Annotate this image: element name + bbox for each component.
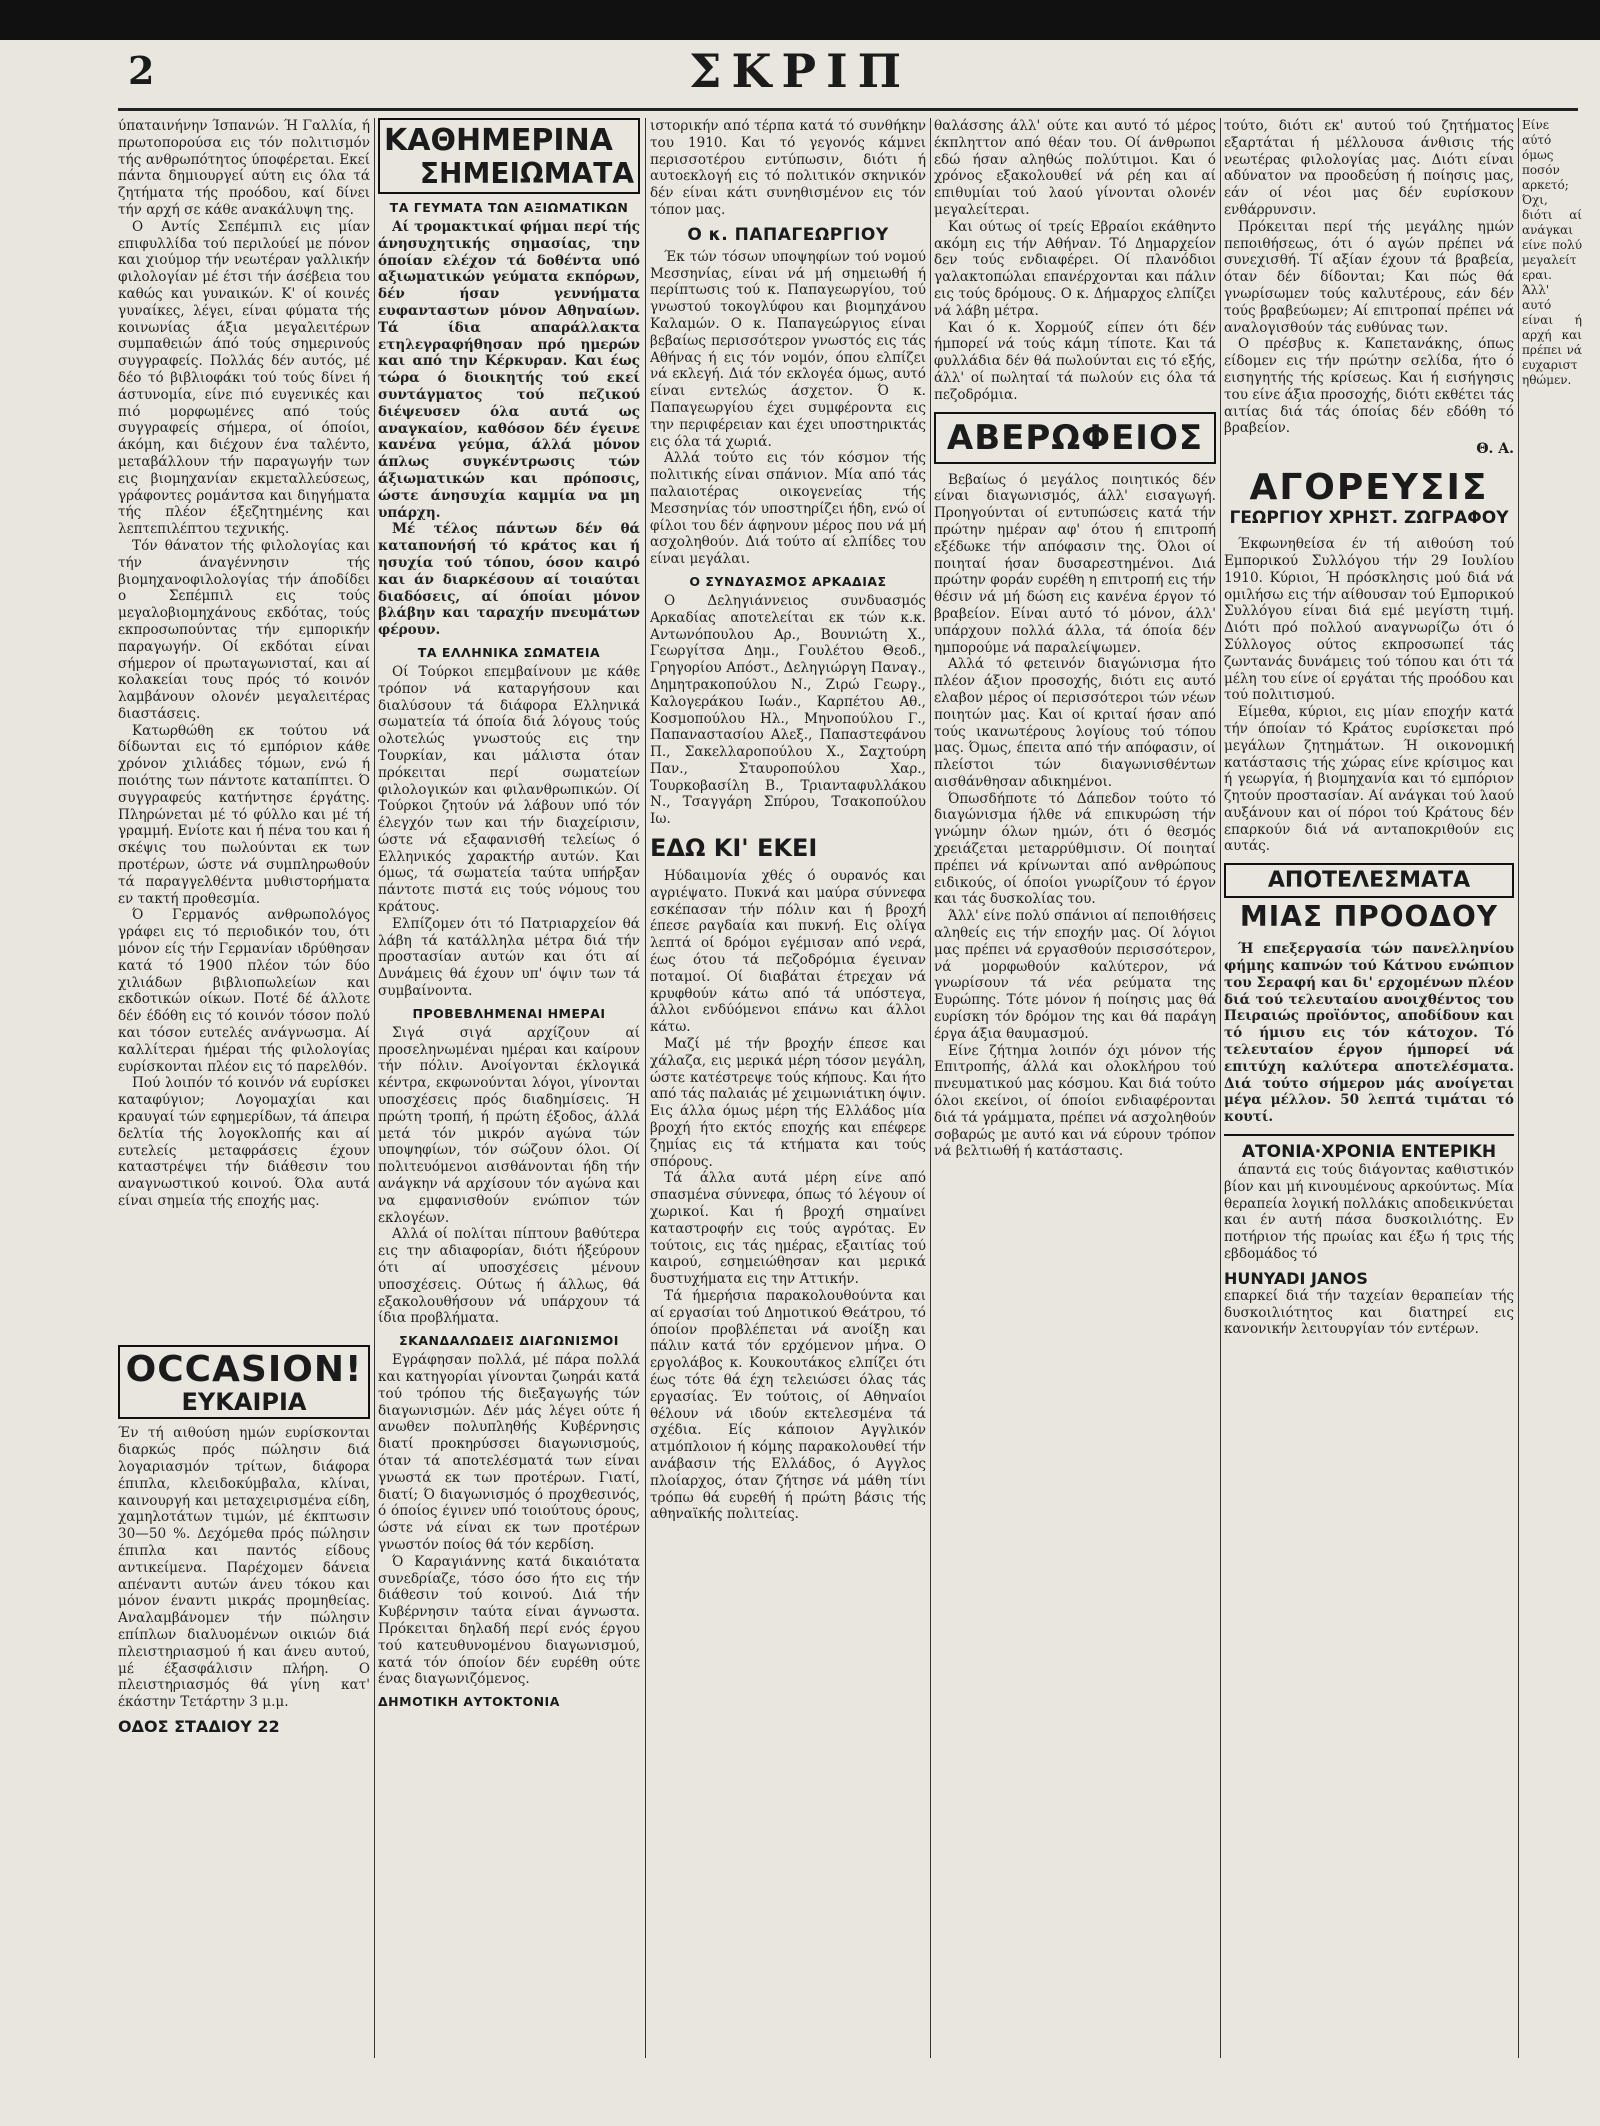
article-paragraph: θαλάσσης άλλ' ούτε και αυτό τό μέρος έκπληττον από θέαν του. Οί άνθρωποι εδώ ήσαν αληθώς πολύτιμοι. Και ό χρόνος εξακολουθεί νά ρέη και αί επιθυμίαι τού λαού γίνονται ολονέν μεγαλείτεραι. [934,118,1216,218]
column-divider [645,118,646,2058]
article-paragraph: Ο Δεληγιάννειος συνδυασμός Αρκαδίας αποτελείται εκ τών κ.κ. Αντωνόπουλου Αρ., Βουνιώτη Χ., Γεωργίτσα Δημ., Γουλέτου Θεοδ., Γρηγορίου Απόστ., Δεληγιώργη Παναγ., Δημητρακοπούλου Ν., Ζιρώ Γεωργ., Καλογεράκου Ιωάν., Καρπέτου Αθ., Κοσμοπούλου Ηλ., Μηνοπούλου Γ., Παπαναστασίου Αλεξ., Παπαστεφάνου Π., Σακελλαροπούλου Χ., Σαχτούρη Παν., Σταυροπούλου Χαρ., Τουρκοβασίλη Β., Τριανταφυλλάκου Ν., Τσαγγάρη Σπύρου, Τσακοπούλου Ιω. [650,592,926,828]
page-number: 2 [128,48,155,93]
section-title-edo-ki-ekei: ΕΔΩ ΚΙ' ΕΚΕΙ [650,834,818,863]
article-paragraph: Βεβαίως ό μεγάλος ποιητικός δέν είναι διαγωνισμός, άλλ' εισαγωγή. Προηγούνται οί εντυπώσεις κατά τήν πρώτην ημέραν αφ' ότου ή επιτροπή εξέδωκε τήν απόφασιν της. Όλοι οί ποιηταί ήσαν δυσαρεστημένοι. Διά πρώτην φοράν ευρέθη η επιτροπή εις τήν θέσιν νά μή δώση εις κανένα έργον τό βραβείον. Είναι αυτό τό μόνον, άλλ' υπάρχουν πολλά άλλα, τά όποία δέν ημπορούμε νά παραλείψωμεν. [934,471,1216,656]
column-6-edge [1522,118,1582,2058]
subheading: ΣΚΑΝΔΑΛΩΔΕΙΣ ΔΙΑΓΩΝΙΣΜΟΙ [399,1333,619,1349]
section-title-kathimerina: ΚΑΘΗΜΕΡΙΝΑ [384,123,613,158]
advertisement-box [118,1345,370,1419]
subheading: ΤΑ ΕΛΛΗΝΙΚΑ ΣΩΜΑΤΕΙΑ [417,644,601,660]
column-divider [374,118,375,2058]
subheading: ΤΑ ΓΕΥΜΑΤΑ ΤΩΝ ΑΞΙΩΜΑΤΙΚΩΝ [389,200,629,215]
advertisement-text: Ή επεξεργασία τών πανελληνίου φήμης καπνών τού Κάτνου ενώπιον του Σεραφή και δι' ερχομένων πλέον διά τού τελευταίου ανοιχθέντος του Πειραιώς προϊόντος, αποδίδουν και τό ήμισυ εις τόν κάτοχον. Τό τελευταίον έργον ήμπορεί νά επιτύχη καλύτερα αποτελέσματα. Διά τούτο σήμερον μάς ανοίγεται μέγα μέλλον. 50 λεπτά τιμάται τό κουτί. [1224,941,1514,1126]
article-paragraph: Ό Καραγιάννης κατά δικαιότατα συνεδρίαζε, τόσο όσο ήτο εις τήν διάθεσιν τού κοινού. Διά τήν Κυβέρνησιν ταύτα είναι άγνωστα. Πρόκειται δηλαδή περί ενός έργου τού κατευθυνομένου διαγωνισμού, κατά τόν όποίον δέν ευρέθη ούτε ένας διαγωνιζόμενος. [378,1553,640,1688]
column-divider [1220,118,1221,2058]
article-paragraph: Όπωσδήποτε τό Δάπεδον τούτο τό διαγώνισμα ήλθε νά επικυρώση τήν γνώμην όλων ημών, ότι ό θεσμός χρειάζεται μεταρρύθμισιν. Οί ποιηταί πρέπει νά κρίνωνται από ανθρώπους ειδικούς, οί όποίοι γνωρίζουν τό έργον και τάς δυσκολίας του. [934,790,1216,908]
article-paragraph: ιστορικήν από τέρπα κατά τό συνθήκην του 1910. Και τό γεγονός κάμνει περισσοτέρου εντύπωσιν, διότι ή αυτοεκλογή εις τό πολιτικόν σκηνικόν δέν είναι κάτι συνηθισμένον εις τόν τόπον μας. [650,118,926,218]
article-paragraph: Κατωρθώθη εκ τούτου νά δίδωνται εις τό εμπόριον κάθε χρόνον χιλιάδες τόμων, ενώ ή ποιότης των πάντοτε καταπίπτει. Ό συγγραφεύς κατήντησε έργάτης. Πληρώνεται μέ τό φύλλο και μέ τή γραμμή. Ενίοτε και ή πένα του και ή σκέψις του πωλούνται εκ των προτέρων, ώστε νά συμπληρωθούν τά παραγγελθέντα μυθιστορήματα εν τακτή προθεσμία. [118,722,370,907]
article-paragraph: Μέ τέλος πάντων δέν θά καταπονήσή τό κράτος και ή ησυχία τού τόπου, όσον καιρό και άν διαρκέσουν αί τοιαύται διαδόσεις, αί όποίαι μόνον βλάβην και ταραχήν πνευμάτων φέρουν. [378,521,640,639]
column-1 [118,118,370,2058]
section-title-mias-proodou: ΜΙΑΣ ΠΡΟΟΔΟΥ [1239,900,1499,934]
article-paragraph: Μαζί μέ τήν βροχήν έπεσε και χάλαζα, εις μερικά μέρη τόσον μεγάλη, ώστε κατέστρεψε τούς κήπους. Και ήτο από τάς παλαιάς μέ χειμωνιάτικη όψιν. Εις άλλα όμως μέρη τής Ελλάδος μία βροχή ήτο εκτός εποχής και επέφερε ζημίας εις τά κτήματα και τούς σπόρους. [650,1036,926,1170]
column-2 [378,118,640,2058]
article-paragraph: Είνε αύτό όμως ποσόν αρκετό; Όχι, διότι αί ανάγκαι είνε πολύ μεγαλείτεραι. Άλλ' αυτό είναι ή αρχή και πρέπει νά ευχαριστηθώμεν. [1522,118,1582,387]
article-signature: Θ. Α. [1476,441,1514,458]
brand-name: HUNYADI JANOS [1224,1268,1368,1288]
header-rule [118,108,1578,111]
article-paragraph: Έκ τών τόσων υποψηφίων τού νομού Μεσσηνίας, είναι νά μή σημειωθή ή περίπτωσις τού κ. Παπαγεωργίου, τού γνωστού τοκογλύφου και βιομηχάνου Καλαμών. Ο κ. Παπαγεώργιος είναι βεβαίως περισσότερον γνωστός εις τάς Αθήνας ή εις τόν νομόν, όπου ελπίζει νά εκλεγή. Διά τόν εκλογέα όμως, αυτό είναι εντελώς άσχετον. Ό κ. Παπαγεωργίου έχει συμφέροντα εις την περιφέρειαν και έχει υποστηρικτάς εις όλα τά χωριά. [650,248,926,450]
article-paragraph: Τόν θάνατον τής φιλολογίας και τήν άναγέννησιν τής βιομηχανοφιλολογίας τήν άποδίδει ο Σεπέμπιλ εις τούς μεγαλοβιομηχάνους εκδότας, τούς εκπροσωπούντας τήν εμπορικήν παραγωγήν. Οί εκδόται είναι σήμερον οί πρωταγωνισταί, και αί κολακείαι τους πρός τό κοινόν λαμβάνουν ολονέν μεγαλειτέρας διαστάσεις. [118,537,370,722]
article-paragraph: Έκφωνηθείσα έν τή αιθούση τού Εμπορικού Συλλόγου τήν 29 Ιουλίου 1910. Κύριοι, Ή πρόσκλησις μού διά νά ομιλήσω εις τήν αίθουσαν τού Εμπορικού Συλλόγου είναι διά εμέ μεγίστη τιμή. Διότι πρό πολλού αναγνωρίζω ότι ό Σύλλογος ούτος εκπροσωπεί τάς ζωντανάς δυνάμεις τού τόπου και ότι τά μέλη του είνε οί εργάται τής προόδου και τού πολιτισμού. [1224,536,1514,704]
advertisement-text: επαρκεί διά τήν ταχείαν θεραπείαν τής δυσκοιλιότητος και διατηρεί εις κανονικήν λειτουργίαν τόν εντέρων. [1224,1287,1514,1338]
section-title-averofeios: ΑΒΕΡΩΦΕΙΟΣ [934,412,1216,464]
article-paragraph: Ηύδαιμονία χθές ό ουρανός και αγριέψατο. Πυκνά και μαύρα σύννεφα εσκέπασαν τήν πόλιν και ή βροχή έπεσε ραγδαία και πυκνή. Εις ολίγα λεπτά οί δρόμοι εγέμισαν από νερά, έως ότου τά πεζοδρόμια έγειναν ποταμοί. Οί διαβάται έτρεχαν νά κρυφθούν κάτω από τά υπόστεγα, άλλοι ενδύόμενοι επάνω και άλλοι κάτω. [650,868,926,1036]
column-5 [1224,118,1514,2058]
subheading: Ο κ. ΠΑΠΑΓΕΩΡΓΙΟΥ [687,224,889,245]
occasion-title: OCCASION! [125,1349,363,1391]
top-black-bar [0,0,1600,40]
article-paragraph: Πρόκειται περί τής μεγάλης ημών πεποιθήσεως, ότι ό αγών πρέπει νά συνεχισθή. Τί αξίαν έχουν τά βραβεία, όταν δέν δίδονται; Και πώς θά γνωρίσωμεν τούς καλυτέρους, εάν δέν τούς βραβεύωμεν; Αί επιτροπαί πρέπει νά αναλογισθούν τάς ευθύνας των. [1224,218,1514,336]
article-paragraph: Ο Αντίς Σεπέμπιλ εις μίαν επιφυλλίδα τού περιλούεί με πόνον και χιούμορ τήν νεωτέραν γαλλικήν φιλολογίαν μέ έτσι τήν άσέβεια του καθώς και γυναικών. Κ' οί κοινές γυναίκες, λέγει, είναι φύματα τής κοινωνίας άξια μεγαλειτέρων συμπαθειών άπό τούς σημερινούς συγγραφείς. Πολλάς δέν αυτός, μέ δέο τό βιβλιοφάκι τού τούς δίνει ή άστυνομία, είνε πιό ευγενικές και πιό μορφωμένες από τούς συγγραφείς σήμερα, οί όποίοι, άκόμη, και διέχουν ένα ταλέντο, μεταβάλλουν τήν παραγωγήν των εις βιομηχανίαν εκμεταλλεύσεως, γράφοντες ρομάντσα και διηγήματα τής πλέον έξεζητημένης και λεπτεπιλέπτου τεχνικής. [118,218,370,538]
speaker-name: ΓΕΩΡΓΙΟΥ ΧΡΗΣΤ. ΖΩΓΡΑΦΟΥ [1229,508,1509,529]
article-paragraph: Τά άλλα αυτά μέρη είνε από σπασμένα σύννεφα, όπως τό λέγουν οί χωρικοί. Και ή βροχή σημαίνει καταστροφήν εις τούς αγρότας. Εν τούτοις, εις τάς ημέρας, εξαιτίας τού καιρού, εσημειώθησαν και μερικά δυστυχήματα εις την Αττικήν. [650,1170,926,1288]
article-paragraph: Εγράφησαν πολλά, μέ πάρα πολλά και κατηγορίαι γίνονται ζωηράι κατά τού τρόπου τής διεξαγωγής τών διαγωνισμών. Δέν μάς λέγει ούτε ή ανωθεν πολυπληθής Κυβέρνησις διατί προκηρύσσει διαγωνισμούς, όταν τά αποτελέσματά των είναι γνωστά εκ των προτέρων. Γιατί, διατί; Ό διαγωνισμός ό προχθεσινός, ό όποίος έγινεν υπό τοιούτους όρους, ώστε νά είναι εκ των προτέρων γνωστόν ποίος θά τόν κερδίση. [378,1352,640,1553]
article-paragraph: Είμεθα, κύριοι, εις μίαν εποχήν κατά τήν όποίαν τό Κράτος ευρίσκεται πρό μεγάλων ζητημάτων. Ή οικονομική κατάστασις τής χώρας είνε κρίσιμος και ή γεωργία, ή βιομηχανία και τό εμπόριον ζητούν προστασίαν. Αί ανάγκαι τού λαού αυξάνουν και οί πόροι τού Κράτους δέν επαρκούν διά νά ανταποκριθούν εις αυτάς. [1224,704,1514,855]
article-paragraph: Τά ήμερήσια παρακολουθούντα και αί εργασίαι τού Δημοτικού Θεάτρου, τό όποίον προβλέπεται νά ανοίξη και πάλιν κατά τόν ερχόμενον μήνα. Ο εργολάβος κ. Κουκουτάκος ελπίζει ότι έως τότε θά έχη τελειώσει όλας τάς εργασίας. Έν τούτοις, οί Αθηναίοι θέλουν νά ιδούν εκτελεσμένα τά σχέδια. Είς κάποιον Αγγλικόν ατμόπλοιον ή κόμης παρακολουθεί τήν ανάβασιν τής Ελλάδος, ό Αγγλος πλοίαρχος, όταν ζήτησε νά μάθη τίνι τρόπω θά ευρεθή ή πρώτη βάσις τής αθηναϊκής πολιτείας. [650,1288,926,1523]
section-title-box [378,118,640,194]
section-title-apotelesmata: ΑΠΟΤΕΛΕΣΜΑΤΑ [1224,863,1514,898]
section-title-simeiomata: ΣΗΜΕΙΩΜΑΤΑ [419,157,634,190]
column-divider [930,118,931,2058]
article-paragraph: Αλλά οί πολίται πίπτουν βαθύτερα εις την αδιαφορίαν, διότι ήξεύρουν ότι αί υποσχέσεις μένουν υποσχέσεις. Ούτως ή άλλως, θά εξακολουθήσουν νά υπάρχουν τά ίδια προβλήματα. [378,1226,640,1327]
column-divider [1518,118,1519,2058]
section-title-agoreusis: ΑΓΟΡΕΥΣΙΣ [1249,467,1489,509]
article-paragraph: Και ούτως οί τρείς Εβραίοι εκάθηντο ακόμη εις τήν Αθήναν. Τό Δημαρχείον δεν τούς ενδιαφέρει. Οί πλανόδιοι γαλακτοπώλαι επανέρχονται και πάλιν εις τούς δρόμους. Ο κ. Δήμαρχος ελπίζει νά λάβη μέτρα. [934,218,1216,319]
article-paragraph: Ό Γερμανός ανθρωπολόγος γράφει εις τό περιοδικόν του, ότι μόνον είς τήν Γερμανίαν ιδρύθησαν κατά τό 1900 πλέον τών δύο χιλιάδων βιβλιοπωλείων και εκδοτικών οίκων. Ποτέ δέ άλλοτε δέν έδόθη εις τό κοινόν τόσον πολύ και τόσον ευτελές ανάγνωσμα. Αί καλλίτεραι ήμέραι τής φιλολογίας ευρίσκονται πλέον εις τό παρελθόν. [118,907,370,1075]
advertisement-address: ΟΔΟΣ ΣΤΑΔΙΟΥ 22 [118,1716,280,1736]
article-paragraph: Οί Τούρκοι επεμβαίνουν με κάθε τρόπον νά καταργήσουν και διαλύσουν τά διάφορα Ελληνικά σωματεία τά όποία διά λόγους τούς ολοτελώς γνωστούς εις την Τουρκίαν, και μάλιστα όταν πρόκειται περί σωματείων φιλολογικών και φιλανθρωπικών. Οί Τούρκοι ζητούν νά λάβουν υπό τόν έλεγχόν των και τήν διαχείρισιν, ώστε νά εξαφανισθή τελείως ό Ελληνικός χαρακτήρ αυτών. Και όμως, τά σωματεία ταύτα υπήρξαν πάντοτε πιστά εις τούς νόμους του κράτους. [378,663,640,916]
article-paragraph: Αλλά τό φετεινόν διαγώνισμα ήτο πλέον άξιον προσοχής, διότι εις αυτό ελαβον μέρος οί περισσότεροι τών νέων ποιητών μας. Και οί κριταί ήσαν από τούς ικανωτέρους λογίους τού τόπου μας. Όμως, έπειτα από τήν απόφασιν, οί πλείστοι τών διαγωνισθέντων αισθάνθησαν αδικημένοι. [934,656,1216,790]
section-title-atonia: ΑΤΟΝΙΑ·ΧΡΟΝΙΑ ΕΝΤΕΡΙΚΗ [1224,1134,1514,1162]
page-header [0,40,1600,108]
masthead-title: ΣΚΡΙΠ [688,44,912,98]
article-paragraph: ύπαταινήνην Ίσπανών. Ή Γαλλία, ή πρωτοπορούσα εις τόν πολιτισμόν τής ανθρωπότητος ύποφέρεται. Εκεί πάντα δημιουργεί αύτη εις όλα τά ζητήματα τής προόδου, καί δίνει τήν αρχή σε κάθε ανακάλυψη της. [118,118,370,218]
article-paragraph: Αλλά τούτο εις τόν κόσμον τής πολιτικής είναι σπάνιον. Μία από τάς παλαιοτέρας οικογενείας τής Μεσσηνίας τόν υποστηρίζει ήδη, ενώ οί φίλοι του δέν άφηνουν μέρος που νά μή ασχοληθούν. Διά τούτο αί ελπίδες του είναι μεγάλαι. [650,450,926,568]
article-paragraph: Πού λοιπόν τό κοινόν νά ευρίσκει καταφύγιον; Λογομαχίαι και κραυγαί τών εφημερίδων, τά άπειρα δελτία τής λογοκλοπής και αί ευτελείς μεταφράσεις έχουν καταστρέψει τήν διάθεσιν του αναγνωστικού κοινού. Όλα αυτά είναι σημεία τής εποχής μας. [118,1075,370,1209]
subheading: ΔΗΜΟΤΙΚΗ ΑΥΤΟΚΤΟΝΙΑ [378,1694,560,1710]
article-paragraph: Άλλ' είνε πολύ σπάνιοι αί πεποιθήσεις αληθείς εις τήν εποχήν μας. Οί λόγιοι μας πρέπει νά εργασθούν περισσότερον, νά μορφωθούν καλύτερον, νά γνωρίσουν τά νέα ρεύματα της Ευρώπης. Τότε μόνον ή ποίησις μας θά ευρίσκη τόν δρόμον της και θά παράγη έργα άξια θαυμασμού. [934,908,1216,1042]
article-paragraph: Είνε ζήτημα λοιπόν όχι μόνον τής Επιτροπής, άλλά και ολοκλήρου τού πνευματικού μας κόσμου. Και διά τούτο όλοι εκείνοι, οί όποίοι ενδιαφέρονται διά τά γράμματα, πρέπει νά ασχοληθούν σοβαρώς με αυτό και νά εύρουν τρόπον νά βελτιωθή ή κατάστασις. [934,1042,1216,1160]
subheading: ΠΡΟΒΕΒΛΗΜΕΝΑΙ ΗΜΕΡΑΙ [412,1005,606,1021]
advertisement-text: Έν τή αιθούση ημών ευρίσκονται διαρκώς πρός πώλησιν διά λογαριασμόν τρίτων, διάφορα έπιπλα, κλειδοκύμβαλα, κλίναι, καινουργή και μεταχειρισμένα είδη, χαμηλοτάτων τιμών, μέ έκπτωσιν 30—50 %. Δεχόμεθα πρός πώλησιν έπιπλα και παντός είδους αντικείμενα. Παρέχομεν δάνεια απέναντι αυτών άνευ τόκου και μόνον έναντι μικράς προμηθείας. Αναλαμβάνομεν τήν πώλησιν επίπλων διαλυομένων οικιών διά πλειστηριασμού ή και άνευ αυτού, μέ έξασφάλισιν πλήρη. Ο πλειστηριασμός θά γίνη κατ' έκάστην Τετάρτην 3 μ.μ. [118,1425,370,1711]
article-paragraph: Ελπίζομεν ότι τό Πατριαρχείον θά λάβη τά κατάλληλα μέτρα διά τήν προστασίαν αυτών και ότι αί Δυνάμεις θά έχουν υπ' όψιν των τά συμβαίνοντα. [378,915,640,1000]
article-paragraph: Σιγά σιγά αρχίζουν αί προσεληνωμέναι ημέραι και καίρουν τήν πόλιν. Ανοίγονται έκλογικά κέντρα, εκφωνούνται λόγοι, γίνονται υποσχέσεις πρός διαδημίσεις. Ή πρώτη τροπή, ή πρώτη έξοδος, άλλά μετά τόν μικρόν αγώνα τών υποψηφίων, τόν σώζουν όλοι. Οί πολιτευόμενοι αισθάνονται ήδη τήν ανάγκην νά αρχίσουν τόν αγώνα και να εμφανισθούν ενώπιον τών εκλογέων. [378,1024,640,1226]
article-paragraph: Και ό κ. Χορμούζ είπεν ότι δέν ήμπορεί νά τούς κάμη τίποτε. Και τά φυλλάδια δέν θά πωλούνται εις τό εξής, άλλ' οί πωληταί τά πωλούν εις όλα τά πεζοδρόμια. [934,319,1216,403]
column-3 [650,118,926,2058]
article-paragraph: Αί τρομακτικαί φήμαι περί τής άνησυχητικής σημασίας, την όποίαν ελέχον τά δοθέντα υπό αξιωματικών γεύματα εκπόρων, δέν ήσαν γεννήματα ευφανταστων μόνον Αθηναίων. Τά ίδια απαράλλακτα ετηλεγραφήθησαν πρό ημερών και από την Κέρκυραν. Και έως τώρα ό διοικητής τού εκεί συντάγματος τού πεζικού διέψευσεν όλα αυτά ως αναγκαίον, καθόσον δέν έγεινε κανένα γεύμα, άλλά μόνον άπλως συγκέντρωσις τών άξιωματικών και πρόποσις, ώστε άνησυχία καμμία να μη υπάρχη. [378,219,640,521]
ekairia-title: ΕΥΚΑΙΡΙΑ [181,1388,307,1417]
advertisement-text: άπαντά εις τούς διάγοντας καθιστικόν βίον και μή κινουμένους αρκούντως. Μία θεραπεία λογική πολλάκις αποδεικνύεται και έν αυτή πάσα δυσκοιλιότης. Εν ποτήριον τής πρωίας και έξω ή τρις τής εβδομάδος τό [1224,1162,1514,1263]
column-4 [934,118,1216,2058]
subheading: Ο ΣΥΝΔΥΑΣΜΟΣ ΑΡΚΑΔΙΑΣ [689,573,887,589]
article-paragraph: Ο πρέσβυς κ. Καπετανάκης, όπως είδομεν εις τήν πρώτην σελίδα, ήτο ό εισηγητής τής κρίσεως. Και ή εισήγησις του είνε άξια προσοχής, διότι εκθέτει τάς αιτίας διά τάς όποίας δέν εδόθη τό βραβείον. [1224,336,1514,437]
article-paragraph: τούτο, διότι εκ' αυτού τού ζητήματος εξαρτάται ή μέλλουσα άνθισις τής νεωτέρας φιλολογίας μας. Διότι είναι αδύνατον να προοδεύση ή ποίησις μας, εάν οί νέοι μας δέν ευρίσκουν ενθάρρυνσιν. [1224,118,1514,218]
